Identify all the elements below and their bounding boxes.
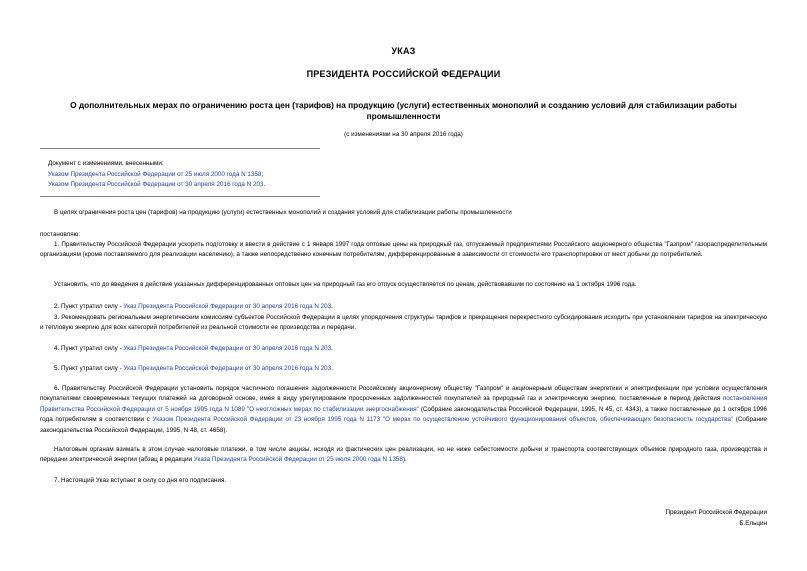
divider-top <box>40 148 320 149</box>
changes-line-2 <box>48 180 265 191</box>
paragraph-4 <box>40 344 767 354</box>
paragraph-6b-tail: ). <box>402 456 407 464</box>
paragraph-4-text: 4. Пункт утратил силу - <box>54 345 124 352</box>
signer-position: Президент Российской Федерации <box>665 509 767 516</box>
paragraph-2 <box>40 302 767 312</box>
changes-block <box>48 159 265 191</box>
paragraph-2-text: 2. Пункт утратил силу - <box>54 303 124 310</box>
amendment-link-2[interactable]: Указом Президента Российской Федерации от 30 апреля 2016 года N 203 <box>48 181 264 188</box>
paragraph-2-link[interactable]: Указ Президента Российской Федерации от 30 апреля 2016 года N 203 <box>123 303 332 310</box>
paragraph-6-link-1[interactable]: постановления Правительства Российской Федерации от 5 ноября 1995 года N 1089 "О неотложных мерах по стабилизации энергоснабжения" <box>40 395 767 413</box>
paragraph-6 <box>40 384 767 436</box>
paragraph-1b: Установить, что до введения в действие указанных дифференцированных оптовых цен на природный газ его отпуск осуществляется по ценам, действовавшим по состоянию на 1 октября 1996 года. <box>54 281 637 288</box>
edition-note: (с изменениями на 30 апреля 2016 года) <box>344 131 463 138</box>
paragraph-6b <box>40 445 767 466</box>
paragraph-5-text: 5. Пункт утратил силу - <box>54 365 124 372</box>
paragraph-3: 3. Рекомендовать региональным энергетическим комиссиям субъектов Российской Федерации в целях упорядочения структуры тарифов и прекращения перекрестного субсидирования исходить при установлении тарифов на электрическую и тепловую энергию для всех категорий потребителей из реальной стоимости ее производства и передачи. <box>40 314 767 332</box>
amendment-link-1[interactable]: Указом Президента Российской Федерации от 25 июля 2000 года N 1358 <box>48 170 262 178</box>
changes-line-2-tail: . <box>263 181 266 188</box>
changes-intro: Документ с изменениями, внесенными: <box>48 160 164 167</box>
paragraph-6-part-c: (Собрание законодательства Российской Федерации, 1995, N 48, ст. 4658). <box>40 416 767 434</box>
changes-line-1 <box>48 170 265 181</box>
signoff-block <box>665 507 767 529</box>
paragraph-6-part-b: (Собрание законодательства Российской Федерации, 1995, N 45, ст. 4343), а также поставленные до 1 октября 1996 года потребителям в соответствии с <box>40 405 767 424</box>
changes-line-1-tail: ; <box>261 170 264 178</box>
divider-bottom <box>40 196 320 197</box>
paragraph-2-tail: . <box>331 303 333 310</box>
decree-word: постановляю: <box>40 231 81 238</box>
paragraph-5 <box>40 364 767 374</box>
paragraph-7: 7. Настоящий Указ вступает в силу со дня его подписания. <box>54 477 227 484</box>
signer-name: Б.Ельцин <box>739 520 767 527</box>
paragraph-6b-link[interactable]: Указа Президента Российской Федерации от 25 июля 2000 года N 1358 <box>193 456 403 464</box>
preamble: В целях ограничения роста цен (тарифов) на продукцию (услуги) естественных монополий и создания условий для стабилизации работы промышленности <box>54 209 512 216</box>
issuer-title: ПРЕЗИДЕНТА РОССИЙСКОЙ ФЕДЕРАЦИИ <box>306 69 501 79</box>
document-type-title: УКАЗ <box>391 46 416 56</box>
paragraph-5-link[interactable]: Указ Президента Российской Федерации от 30 апреля 2016 года N 203 <box>123 365 332 372</box>
paragraph-6-link-2[interactable]: Указом Президента Российской Федерации от 23 ноября 1995 года N 1173 "О мерах по осуществлению устойчивого функционирования объектов, обеспечивающих безопасность государства" <box>152 416 734 424</box>
paragraph-4-link[interactable]: Указ Президента Российской Федерации от 30 апреля 2016 года N 203 <box>123 345 332 352</box>
paragraph-5-tail: . <box>331 365 333 372</box>
paragraph-4-tail: . <box>331 345 333 352</box>
paragraph-1: 1. Правительству Российской Федерации ускорить подготовку и ввести в действие с 1 января 1997 года оптовые цены на природный газ, отпускаемый предприятиями Российского акционерного общества "Газпром" газораспределительным организациям (кроме поставляемого для реализации населению), а также непосредственно конечным потребителям, дифференцированные в зависимости от стоимости его транспортировки от мест добычи до потребителей. <box>40 241 767 259</box>
document-subject: О дополнительных мерах по ограничению роста цен (тарифов) на продукцию (услуги) естественных монополий и созданию условий для стабилизации работы промышленности <box>70 100 737 121</box>
paragraph-6b-text: Налоговым органам взимать в этом случае налоговые платежи, в том числе акцизы, исходя из фактических цен реализации, но не ниже себестоимости добычи и транспорта соответствующих объемов природного газа, производства и передачи электрической энергии (абзац в редакции <box>40 446 767 464</box>
paragraph-6-part-a: 6. Правительству Российской Федерации установить порядок частичного погашения задолженности Российскому акционерному обществу "Газпром" и акционерным обществам энергетики и электрификации при условии осуществления покупателями своевременных текущих платежей на договорной основе, имея в виду урегулирование просроченных задолженностей покупателей за природный газ и электрическую энергию, поставленные в период действия <box>40 385 767 403</box>
